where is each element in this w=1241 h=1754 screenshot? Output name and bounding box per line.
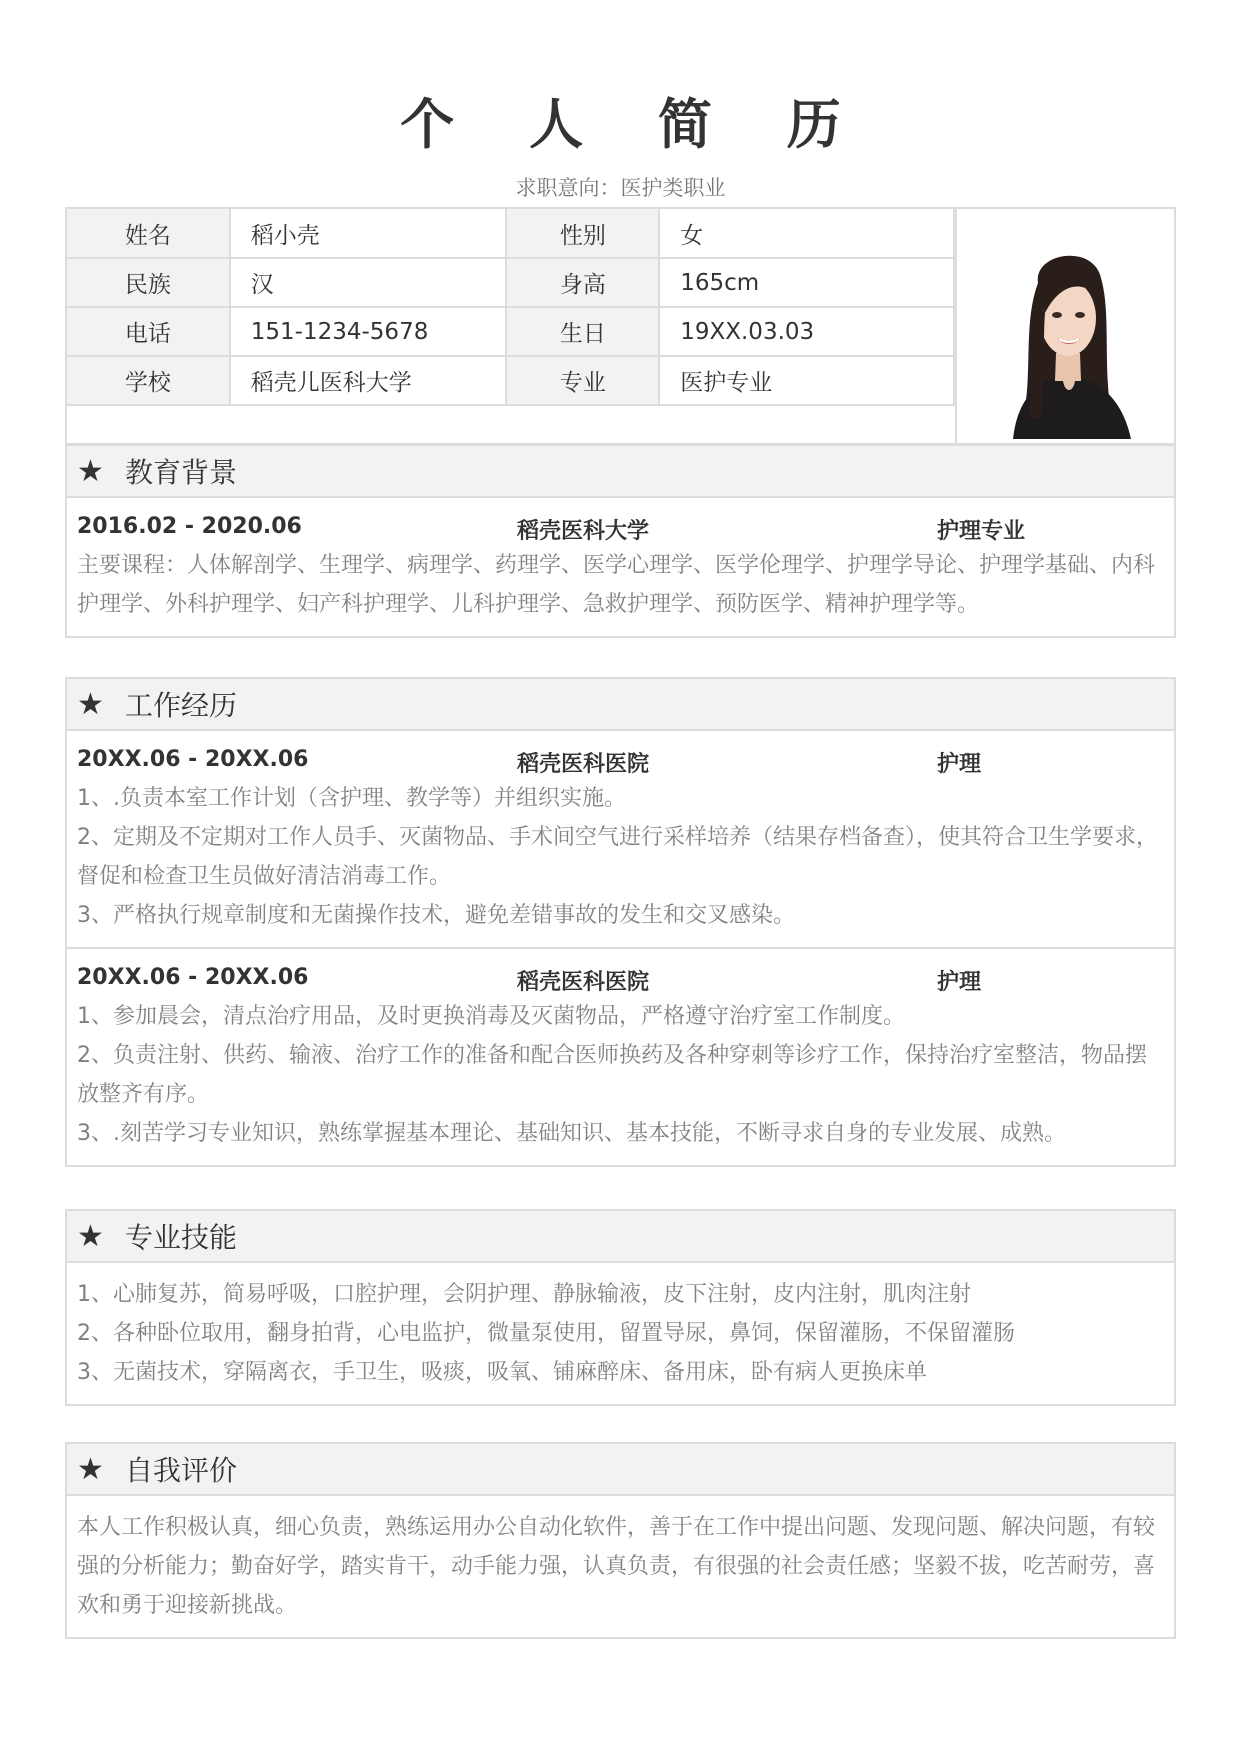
section-header (67, 679, 1174, 731)
skills-section (65, 1209, 1176, 1406)
basic-info-table (67, 209, 955, 406)
info-value-gender: 女 (659, 209, 954, 258)
info-value-birthday: 19XX.03.03 (659, 307, 954, 356)
work-role: 护理 (937, 970, 982, 995)
work-item: 2、负责注射、供药、输液、治疗工作的准备和配合医师换药及各种穿刺等诊疗工作，保持治疗室整洁，物品摆放整齐有序。 (77, 1043, 1148, 1107)
work-role: 护理 (937, 752, 982, 777)
info-key-gender: 性别 (506, 209, 659, 258)
education-entry (67, 498, 1174, 636)
entry-header (77, 508, 1164, 546)
info-key-ethnicity: 民族 (67, 258, 230, 307)
work-item: 1、.负责本室工作计划（含护理、教学等）并组织实施。 (77, 786, 626, 811)
profile-photo (955, 209, 1174, 443)
section-title: 自我评价 (125, 1454, 238, 1487)
work-date: 20XX.06 - 20XX.06 (77, 747, 309, 772)
work-item: 3、严格执行规章制度和无菌操作技术，避免差错事故的发生和交叉感染。 (77, 903, 795, 928)
work-entry (67, 947, 1174, 1165)
entry-header (77, 741, 1164, 779)
basic-info-panel (65, 207, 1176, 445)
avatar (993, 243, 1143, 439)
info-value-ethnicity: 汉 (230, 258, 507, 307)
skill-item: 1、心肺复苏，简易呼吸，口腔护理，会阴护理、静脉输液，皮下注射，皮内注射，肌肉注射 (77, 1282, 972, 1307)
evaluation-body (67, 1496, 1174, 1637)
work-entry (67, 731, 1174, 947)
star-icon: ★ (77, 1218, 104, 1254)
section-title: 专业技能 (125, 1221, 238, 1254)
info-row (67, 258, 954, 307)
resume-title: 个 人 简 历 (400, 93, 869, 156)
education-date: 2016.02 - 2020.06 (77, 514, 302, 539)
education-major: 护理专业 (937, 519, 1026, 544)
evaluation-text: 本人工作积极认真，细心负责，熟练运用办公自动化软件，善于在工作中提出问题、发现问题、解决问题，有较强的分析能力；勤奋好学，踏实肯干，动手能力强，认真负责，有很强的社会责任感；坚毅不拔，吃苦耐劳，喜欢和勇于迎接新挑战。 (77, 1515, 1156, 1618)
star-icon: ★ (77, 453, 104, 489)
work-org: 稻壳医科医院 (517, 970, 650, 995)
info-row (67, 209, 954, 258)
work-org: 稻壳医科医院 (517, 752, 650, 777)
star-icon: ★ (77, 686, 104, 722)
work-date: 20XX.06 - 20XX.06 (77, 965, 309, 990)
info-row (67, 356, 954, 405)
self-evaluation-section (65, 1442, 1176, 1639)
info-key-birthday: 生日 (506, 307, 659, 356)
info-value-height: 165cm (659, 258, 954, 307)
work-item: 2、定期及不定期对工作人员手、灭菌物品、手术间空气进行采样培养（结果存档备查），使其符合卫生学要求，督促和检查卫生员做好清洁消毒工作。 (77, 825, 1159, 889)
info-key-phone: 电话 (67, 307, 230, 356)
section-title: 教育背景 (125, 456, 238, 489)
info-key-height: 身高 (506, 258, 659, 307)
info-key-school: 学校 (67, 356, 230, 405)
section-header (67, 1444, 1174, 1496)
info-value-major: 医护专业 (659, 356, 954, 405)
work-item: 1、参加晨会，清点治疗用品，及时更换消毒及灭菌物品，严格遵守治疗室工作制度。 (77, 1004, 905, 1029)
entry-header (77, 959, 1164, 997)
info-key-major: 专业 (506, 356, 659, 405)
star-icon: ★ (77, 1451, 104, 1487)
section-header (67, 1211, 1174, 1263)
info-value-phone: 151-1234-5678 (230, 307, 507, 356)
work-section (65, 677, 1176, 1167)
objective-label: 求职意向： (515, 176, 621, 200)
skill-item: 2、各种卧位取用，翻身拍背，心电监护，微量泵使用，留置导尿，鼻饲，保留灌肠，不保留灌肠 (77, 1321, 1016, 1346)
job-objective (0, 173, 1241, 203)
info-row (67, 307, 954, 356)
objective-value: 医护类职业 (620, 176, 726, 200)
info-key-name: 姓名 (67, 209, 230, 258)
section-title: 工作经历 (125, 689, 238, 722)
education-school: 稻壳医科大学 (517, 519, 650, 544)
work-item: 3、.刻苦学习专业知识，熟练掌握基本理论、基础知识、基本技能，不断寻求自身的专业发展、成熟。 (77, 1121, 1066, 1146)
skill-item: 3、无菌技术，穿隔离衣，手卫生，吸痰，吸氧、铺麻醉床、备用床，卧有病人更换床单 (77, 1360, 927, 1385)
info-value-school: 稻壳儿医科大学 (230, 356, 507, 405)
info-value-name: 稻小壳 (230, 209, 507, 258)
section-header (67, 446, 1174, 498)
education-courses: 主要课程：人体解剖学、生理学、病理学、药理学、医学心理学、医学伦理学、护理学导论、护理学基础、内科护理学、外科护理学、妇产科护理学、儿科护理学、急救护理学、预防医学、精神护理学等。 (77, 553, 1156, 617)
education-section (65, 444, 1176, 638)
skills-list (67, 1263, 1174, 1404)
